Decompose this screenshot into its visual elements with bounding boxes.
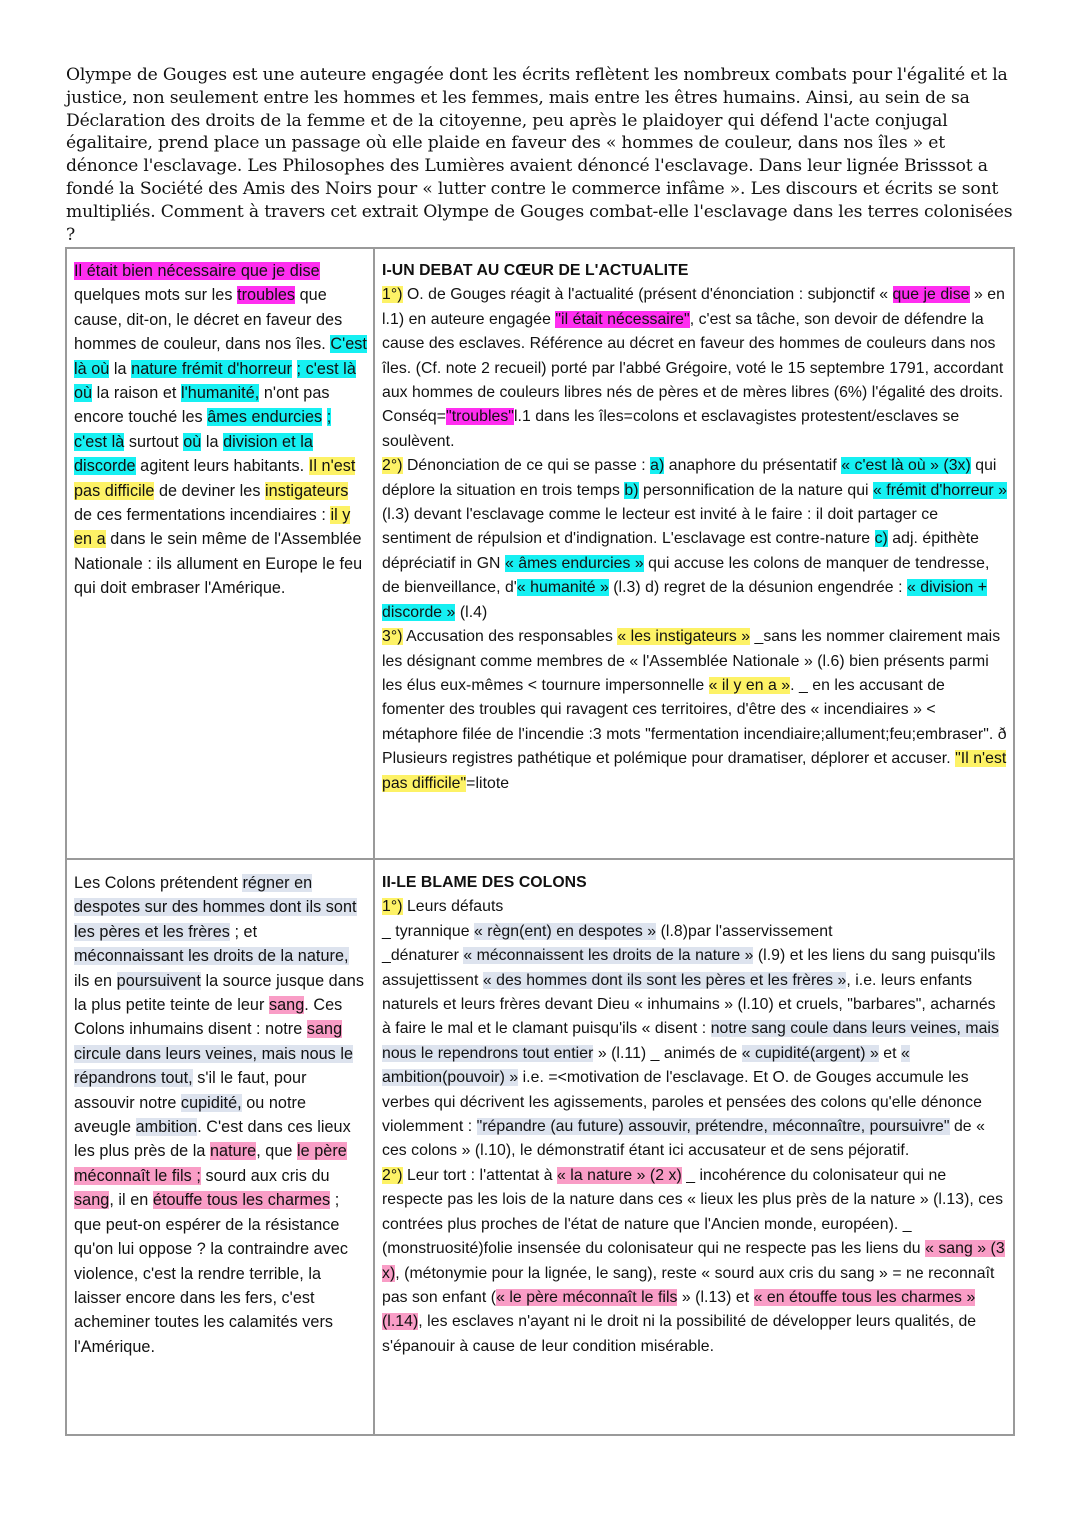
table-row [66,248,1014,859]
text-segment: . C'est dans ces lieux les plus près de la [74,1118,351,1161]
grey-highlight: « ambition(pouvoir) » [382,1044,910,1087]
text-segment: ; que peut-on espérer de la résistance qu'on lui oppose ? la contraindre avec violence, c'est la rendre terrible, la laisser encore dans les fers, c'est acheminer toutes les calamités vers l'Amérique. [74,1191,349,1356]
cyan-highlight: l'humanité, [181,384,260,403]
cyan-highlight: « humanité » [516,579,609,597]
text-segment: sourd aux cris du [200,1166,330,1185]
cyan-highlight: « division + discorde » [382,579,988,621]
pink-highlight: « la nature » (2 x) [557,1166,682,1184]
text-segment: Accusation des responsables [402,628,618,646]
grey-highlight: "répandre (au future) assouvir, prétendre, méconnaître, poursuivre" [476,1118,950,1136]
text-segment: Les Colons prétendent [74,874,243,892]
text-segment: de ces fermentations incendiaires : [74,506,331,525]
magenta-highlight: "troubles" [446,408,514,426]
yellow-highlight: instigateurs [265,481,349,500]
text-segment: _ incohérence du colonisateur qui ne respecte pas les lois de la nature dans ces « lieux les plus près de la nature » (l.13), ces contrées plus proches de l'état de nature que l'Ancien monde, européen). _ (monstruosité)folie insensée du colonisateur qui ne respecte pas les liens du [382,1166,1004,1258]
text-segment: , i.e. leurs enfants naturels et leurs frères devant Dieu « inhumains » (l.10) et cruels, "barbares", acharnés à faire le mal et le clamant puisqu'ils « disent : [382,971,996,1038]
grey-highlight: cupidité, [180,1093,242,1112]
text-segment: , les esclaves n'ayant ni le droit ni la possibilité de développer leurs qualités, de s'épanouir à cause de leur condition misérable. [382,1313,977,1355]
text-segment: . Ces Colons inhumains disent : notre [74,996,343,1039]
text-segment: qui déplore la situation en trois temps [382,457,997,499]
pink-highlight: nature [209,1142,257,1161]
magenta-highlight: troubles [237,286,296,305]
source-text-cell [66,248,374,859]
yellow-highlight: 3°) [382,628,403,646]
text-segment: (l.9) et les liens du sang puisqu'ils assujettissent [382,947,996,989]
text-segment: Leurs défauts [402,898,504,916]
table-row [66,859,1014,1435]
section-heading: II-LE BLAME DES COLONS [382,874,587,891]
text-segment: _dénaturer [382,947,464,965]
text-segment: » (l.11) _ animés de [593,1044,742,1062]
grey-highlight: « des hommes dont ils sont les pères et les frères » [482,971,847,989]
cyan-highlight: nature frémit d'horreur [131,359,292,378]
magenta-highlight: "il était nécessaire" [555,310,690,328]
text-segment: s'il le faut, pour assouvir notre [74,1069,307,1112]
text-segment: =litote [466,774,510,792]
grey-highlight: sur des hommes dont ils sont les pères et les frères [74,898,357,941]
yellow-highlight: "Il n'est pas difficile" [382,750,1007,792]
source-text [74,259,367,601]
magenta-highlight: Il était bien nécessaire que je dise [74,262,320,280]
grey-highlight: poursuivent [116,971,201,990]
cyan-highlight: âmes endurcies [207,408,323,427]
text-segment: la [109,359,132,378]
cyan-highlight: a) [650,457,665,475]
text-segment: anaphore du présentatif [664,457,842,475]
cyan-highlight: « frémit d'horreur » [873,481,1007,499]
text-segment [292,360,297,378]
text-segment: , (métonymie pour la lignée, le sang), reste « sourd aux cris du sang » = ne reconnaît pas son enfant ( [382,1264,995,1306]
yellow-highlight: 1°) [382,286,403,304]
text-segment: i.e. =<motivation de l'esclavage. Et O. de Gouges accumule les verbes qui décrivent les agissements, paroles et pensées des colons qu'elle dénonce violemment : [382,1069,982,1136]
cyan-highlight: division et la discorde [74,432,313,476]
text-segment: agitent leurs habitants. [135,457,309,476]
text-segment: et [878,1044,901,1062]
cyan-highlight: « âmes endurcies » [504,554,644,572]
grey-highlight: « règn(ent) en despotes » [473,922,657,940]
text-segment: l.1 dans les îles=colons et esclavagistes protestent/esclaves se soulèvent. [382,408,960,450]
text-segment: » en l.1) en auteure engagée [382,286,1005,328]
text-segment: adj. épithète dépréciatif in GN [382,530,980,572]
cyan-highlight: b) [624,481,639,499]
text-segment: Leur tort : l'attentat à [402,1166,557,1184]
grey-highlight: « méconnaissent les droits de la nature » [463,947,754,965]
pink-highlight: « sang » (3 x) [382,1240,1005,1282]
intro-paragraph: Olympe de Gouges est une auteure engagée dont les écrits reflètent les nombreux combats pour l'égalité et la justice, non seulement entre les hommes et les femmes, mais entre les êtres humains. Ainsi, au sein de sa Déclaration des droits de la femme et de la citoyenne, peu après le plaidoyer qui défend l'acte conjugal égalitaire, prend place un passage où elle plaide en faveur des « hommes de couleur, dans nos îles » et dénonce l'esclavage. Les Philosophes des Lumières avaient dénoncé l'esclavage. Dans leur lignée Brisssot a fondé la Société des Amis des Noirs pour « lutter contre le commerce infâme ». Les discours et écrits se sont multipliés. Comment à travers cet extrait Olympe de Gouges combat-elle l'esclavage dans les terres colonisées ? [66,65,1013,245]
grey-highlight: notre sang coule dans leurs veines, mais nous le rependrons tout entier [382,1020,999,1062]
text-segment: . _ en les accusant de fomenter des troubles qui ravagent ces territoires, d'être des « incendiaires » < métaphore filée de l'incendie :3 mots "fermentation incendiaire;allument;feu;embraser". ð Plusieurs registres pathétique et polémique pour dramatiser, déplorer et accuser. [382,676,1007,768]
text-segment: ; et [229,922,258,941]
pink-highlight: « le père méconnaît le fils [496,1288,678,1306]
text-segment: , que [256,1142,297,1161]
analysis-table [65,247,1015,1436]
yellow-highlight: « il y en a » [708,676,791,694]
text-segment: _sans les nommer clairement mais les désignant comme membres de « l'Assemblée Nationale » (l.6) bien présents parmi les élus eux-mêmes < tournure impersonnelle [382,628,1001,694]
section-heading: I-UN DEBAT AU CŒUR DE L'ACTUALITE [382,262,689,279]
text-segment: (l.8)par l'asservissement [656,922,833,940]
analysis-cell [374,859,1014,1435]
text-segment: (l.4) [455,603,488,621]
text-segment: (l.3) d) regret de la désunion engendrée : [608,579,907,597]
text-segment: ils en [74,971,117,990]
grey-highlight: méconnaissant les droits de la nature, [74,947,349,966]
text-segment: dans le sein même de l'Assemblée Nationale : ils allument en Europe le feu qui doit embraser l'Amérique. [74,530,363,598]
text-segment: » (l.13) et [677,1288,754,1306]
cyan-highlight: C'est là où [74,335,367,378]
pink-highlight: le père méconnaît le fils ; [74,1142,347,1185]
cyan-highlight: ; c'est là où [74,359,356,403]
text-segment: que cause, dit-on, le décret en faveur des hommes de couleur, dans nos îles. [74,286,343,354]
text-segment: , c'est sa tâche, son devoir de défendre la cause des esclaves. Référence au décret en faveur des hommes de couleurs dans nos îles. (Cf. note 2 recueil) porté par l'abbé Grégoire, voté le 15 septembre 1791, accordant aux hommes de couleurs libres nés de pères et de mères libres (6%) l'égalité des droits. Conséq= [382,310,1004,426]
text-segment: O. de Gouges réagit à l'actualité (présent d'énonciation : subjonctif « [402,286,893,304]
text-segment: de deviner les [154,481,266,500]
text-segment: la [201,432,224,451]
text-segment: , il en [109,1191,153,1210]
grey-highlight: « cupidité(argent) » [741,1044,879,1062]
text-segment: _ tyrannique [382,922,474,940]
text-segment: (l.3) devant l'esclavage comme le lecteur est invité à le faire : il doit partager ce sentiment de répulsion et d'indignation. L'esclavage est contre-nature [382,506,939,548]
source-text [74,871,367,1359]
pink-highlight: sang [74,1191,110,1210]
grey-highlight: ambition [135,1118,198,1137]
analysis-cell [374,248,1014,859]
pink-highlight: sang [306,1020,343,1039]
text-segment: la raison et [92,384,181,403]
analysis-text [382,259,1007,796]
grey-highlight: circule dans leurs veines, mais nous le répandrons tout, [74,1044,354,1088]
text-segment: la source jusque dans la plus petite teinte de leur [74,971,364,1015]
pink-highlight: étouffe tous les charmes [152,1191,331,1210]
pink-highlight: sang [268,996,305,1015]
cyan-highlight: où [183,432,202,451]
yellow-highlight: il y en a [74,506,351,549]
text-segment: Dénonciation de ce qui se passe : [402,457,651,475]
text-segment: quelques mots sur les [74,286,238,305]
yellow-highlight: 2°) [382,1166,403,1184]
analysis-text [382,871,1007,1359]
source-text-cell [66,859,374,1435]
text-segment: personnification de la nature qui [638,481,874,499]
yellow-highlight: 2°) [382,457,403,475]
yellow-highlight: 1°) [382,898,403,916]
text-segment: ou notre aveugle [74,1093,307,1137]
cyan-highlight: ; c'est là [74,408,332,451]
yellow-highlight: « les instigateurs » [617,628,751,646]
grey-highlight: régner en despotes [74,874,313,917]
cyan-highlight: c) [874,530,888,548]
cyan-highlight: « c'est là où » (3x) [841,457,971,475]
yellow-highlight: Il n'est pas difficile [74,457,356,500]
text-segment: surtout [124,432,184,451]
text-segment: de « ces colons » (l.10), le démonstratif étant ici accusateur et de sens péjoratif. [382,1118,985,1160]
text-segment: n'ont pas encore touché les [74,384,330,427]
pink-highlight: « en étouffe tous les charmes » (l.14) [382,1288,976,1331]
magenta-highlight: que je dise [892,286,970,304]
text-segment: qui accuse les colons de manquer de tendresse, de bienveillance, d' [382,554,990,597]
